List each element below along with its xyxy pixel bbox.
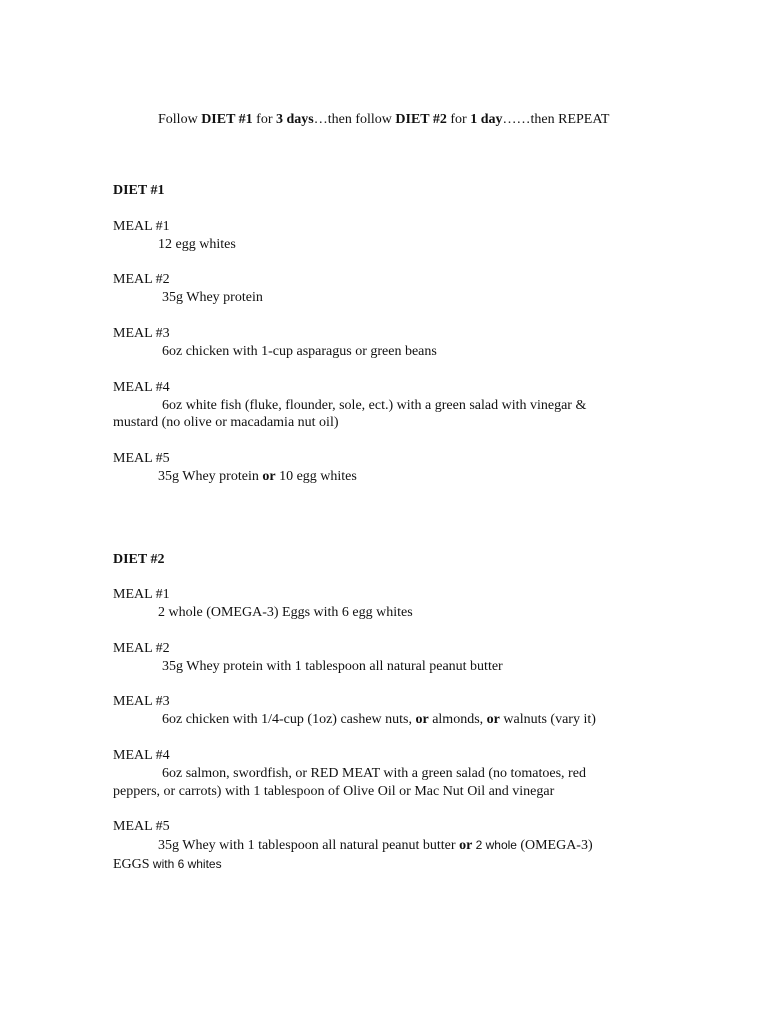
diet2-heading: DIET #2 bbox=[113, 552, 165, 567]
or-emphasis: or bbox=[262, 469, 276, 484]
text-run: (OMEGA-3) bbox=[520, 838, 593, 853]
diet2-meal4-line2: peppers, or carrots) with 1 tablespoon of Olive Oil or Mac Nut Oil and vinegar bbox=[113, 784, 555, 799]
diet2-meal1-label: MEAL #1 bbox=[113, 587, 170, 602]
intro-text: for bbox=[446, 112, 471, 127]
diet1-meal1-text: 12 egg whites bbox=[158, 237, 236, 252]
diet1-meal4-line2: mustard (no olive or macadamia nut oil) bbox=[113, 415, 339, 430]
diet1-meal2-text: 35g Whey protein bbox=[162, 290, 263, 305]
text-run: almonds, bbox=[428, 712, 487, 727]
diet2-meal3-label: MEAL #3 bbox=[113, 694, 170, 709]
diet1-meal2-label: MEAL #2 bbox=[113, 272, 170, 287]
diet1-meal5-text bbox=[158, 468, 357, 486]
diet2-meal3-text bbox=[162, 711, 596, 729]
diet1-meal1-label: MEAL #1 bbox=[113, 219, 170, 234]
intro-text: for bbox=[252, 112, 276, 127]
intro-diet1: DIET #1 bbox=[201, 112, 253, 127]
diet2-meal2-label: MEAL #2 bbox=[113, 641, 170, 656]
diet1-heading: DIET #1 bbox=[113, 183, 165, 198]
or-emphasis: or bbox=[486, 712, 500, 727]
diet1-meal3-label: MEAL #3 bbox=[113, 326, 170, 341]
diet2-meal5-line1 bbox=[158, 836, 593, 855]
intro-days: 3 days bbox=[276, 112, 314, 127]
text-run: with 6 whites bbox=[149, 857, 222, 871]
intro-text: ……then REPEAT bbox=[502, 112, 610, 127]
intro-text: Follow bbox=[158, 112, 202, 127]
intro-instructions bbox=[158, 111, 609, 129]
diet1-meal4-line1: 6oz white fish (fluke, flounder, sole, ect.) with a green salad with vinegar & bbox=[162, 398, 587, 413]
intro-day: 1 day bbox=[470, 112, 503, 127]
diet1-meal3-text: 6oz chicken with 1-cup asparagus or green beans bbox=[162, 344, 437, 359]
diet2-meal4-line1: 6oz salmon, swordfish, or RED MEAT with a green salad (no tomatoes, red bbox=[162, 766, 586, 781]
text-run: walnuts (vary it) bbox=[499, 712, 596, 727]
diet1-meal5-label: MEAL #5 bbox=[113, 451, 170, 466]
text-run: 2 whole bbox=[472, 838, 521, 852]
intro-diet2: DIET #2 bbox=[395, 112, 447, 127]
diet2-meal1-text: 2 whole (OMEGA-3) Eggs with 6 egg whites bbox=[158, 605, 413, 620]
diet2-meal5-label: MEAL #5 bbox=[113, 819, 170, 834]
diet2-meal2-text: 35g Whey protein with 1 tablespoon all natural peanut butter bbox=[162, 659, 503, 674]
text-run: EGGS bbox=[113, 857, 150, 872]
text-run: 6oz chicken with 1/4-cup (1oz) cashew nuts, bbox=[162, 712, 416, 727]
diet1-meal4-label: MEAL #4 bbox=[113, 380, 170, 395]
or-emphasis: or bbox=[415, 712, 429, 727]
or-emphasis: or bbox=[459, 838, 473, 853]
diet2-meal4-label: MEAL #4 bbox=[113, 748, 170, 763]
text-run: 35g Whey with 1 tablespoon all natural peanut butter bbox=[158, 838, 460, 853]
text-run: 35g Whey protein bbox=[158, 469, 263, 484]
diet2-meal5-line2 bbox=[113, 855, 222, 874]
intro-text: …then follow bbox=[313, 112, 396, 127]
text-run: 10 egg whites bbox=[275, 469, 357, 484]
